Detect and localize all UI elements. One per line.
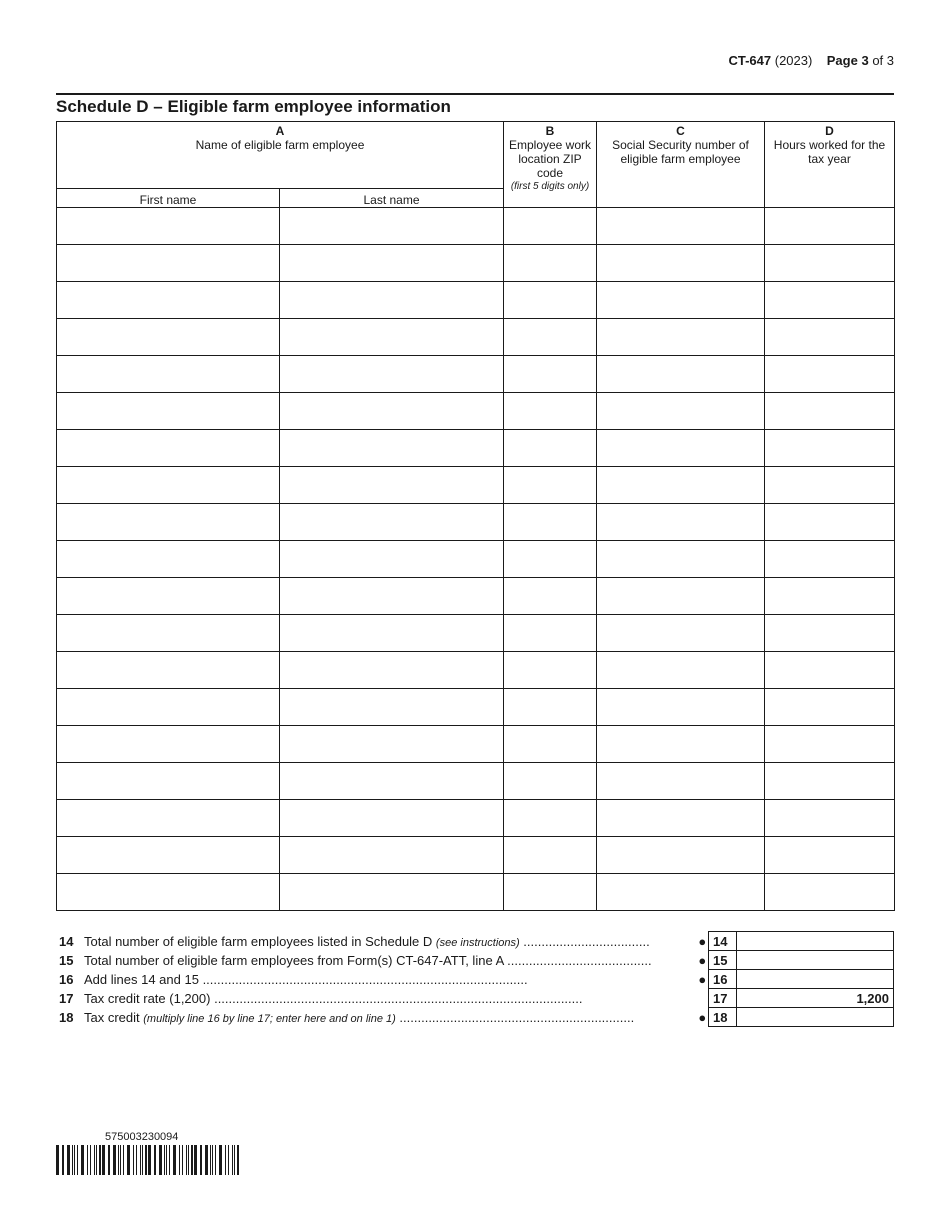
- zip-code-input[interactable]: [504, 652, 597, 689]
- table-row: [57, 504, 895, 541]
- line-amount-field[interactable]: 1,200: [737, 989, 894, 1008]
- col-b-title: Employee work location ZIP code: [508, 138, 592, 180]
- dot-leader: ..........................................................................................: [202, 971, 528, 987]
- table-row: [57, 356, 895, 393]
- first-name-input[interactable]: [57, 541, 280, 578]
- first-name-input[interactable]: [57, 208, 280, 245]
- last-name-input[interactable]: [280, 837, 504, 874]
- form-number: CT-647: [728, 53, 772, 68]
- last-name-input[interactable]: [280, 800, 504, 837]
- employee-table: [56, 121, 895, 911]
- first-name-input[interactable]: [57, 763, 280, 800]
- ssn-input[interactable]: [597, 763, 765, 800]
- line-description: [84, 1008, 697, 1027]
- employee-rows: [57, 208, 895, 911]
- hours-worked-input[interactable]: [765, 282, 895, 319]
- hours-worked-input[interactable]: [765, 726, 895, 763]
- zip-code-input[interactable]: [504, 874, 597, 911]
- col-d-letter: D: [825, 124, 834, 138]
- barcode-bar: [237, 1145, 239, 1175]
- first-name-input[interactable]: [57, 726, 280, 763]
- first-name-input[interactable]: [57, 467, 280, 504]
- table-row: [57, 208, 895, 245]
- barcode-bar: [169, 1145, 170, 1175]
- ssn-input[interactable]: [597, 578, 765, 615]
- barcode-bar: [127, 1145, 130, 1175]
- last-name-input[interactable]: [280, 430, 504, 467]
- barcode-bar: [96, 1145, 97, 1175]
- table-row: [57, 763, 895, 800]
- ssn-input[interactable]: [597, 874, 765, 911]
- barcode-bar: [148, 1145, 151, 1175]
- barcode-bar: [136, 1145, 137, 1175]
- zip-code-input[interactable]: [504, 504, 597, 541]
- barcode-bar: [120, 1145, 121, 1175]
- last-name-input[interactable]: [280, 393, 504, 430]
- table-row: [57, 541, 895, 578]
- barcode-bar: [72, 1145, 73, 1175]
- barcode-bar: [123, 1145, 124, 1175]
- hours-worked-input[interactable]: [765, 541, 895, 578]
- line-box-number: 15: [709, 951, 737, 970]
- ssn-input[interactable]: [597, 208, 765, 245]
- barcode-bar: [210, 1145, 211, 1175]
- bullet-icon: ●: [698, 933, 707, 949]
- last-name-input[interactable]: [280, 356, 504, 393]
- hours-worked-input[interactable]: [765, 800, 895, 837]
- hours-worked-input[interactable]: [765, 319, 895, 356]
- first-name-input[interactable]: [57, 282, 280, 319]
- ssn-input[interactable]: [597, 541, 765, 578]
- barcode-bar: [200, 1145, 202, 1175]
- first-name-input[interactable]: [57, 800, 280, 837]
- line-description: [84, 951, 697, 970]
- ssn-input[interactable]: [597, 282, 765, 319]
- line-text: Tax credit: [84, 1009, 140, 1025]
- barcode-bar: [99, 1145, 101, 1175]
- table-row: [57, 282, 895, 319]
- ssn-input[interactable]: [597, 652, 765, 689]
- dot-leader: .................................................................: [395, 1009, 635, 1025]
- schedule-title: Schedule D – Eligible farm employee information: [56, 97, 451, 116]
- zip-code-input[interactable]: [504, 726, 597, 763]
- zip-code-input[interactable]: [504, 356, 597, 393]
- hours-worked-input[interactable]: [765, 467, 895, 504]
- ssn-input[interactable]: [597, 319, 765, 356]
- zip-code-input[interactable]: [504, 763, 597, 800]
- col-d-title: Hours worked for the tax year: [773, 138, 886, 166]
- ssn-input[interactable]: [597, 430, 765, 467]
- ssn-input[interactable]: [597, 615, 765, 652]
- zip-code-input[interactable]: [504, 319, 597, 356]
- barcode-bar: [67, 1145, 70, 1175]
- ssn-input[interactable]: [597, 245, 765, 282]
- barcode-bar: [140, 1145, 141, 1175]
- barcode-bar: [194, 1145, 197, 1175]
- barcode-bar: [77, 1145, 78, 1175]
- barcode-bar: [159, 1145, 162, 1175]
- line-number: 17: [59, 990, 74, 1006]
- line-number: 15: [59, 952, 74, 968]
- first-name-input[interactable]: [57, 356, 280, 393]
- last-name-input[interactable]: [280, 282, 504, 319]
- table-row: [57, 689, 895, 726]
- line-box-number: 16: [709, 970, 737, 989]
- summary-lines: [56, 931, 894, 1027]
- table-row: [57, 652, 895, 689]
- first-name-input[interactable]: [57, 578, 280, 615]
- barcode-bar: [133, 1145, 134, 1175]
- hours-worked-input[interactable]: [765, 356, 895, 393]
- barcode-bar: [154, 1145, 156, 1175]
- ssn-input[interactable]: [597, 726, 765, 763]
- zip-code-input[interactable]: [504, 800, 597, 837]
- barcode-bar: [219, 1145, 222, 1175]
- col-d-header: [765, 122, 895, 208]
- hours-worked-input[interactable]: [765, 208, 895, 245]
- last-name-input[interactable]: [280, 467, 504, 504]
- barcode-bar: [81, 1145, 84, 1175]
- barcode-bar: [56, 1145, 59, 1175]
- table-row: [57, 430, 895, 467]
- line-description: [84, 932, 697, 951]
- barcode-bar: [87, 1145, 88, 1175]
- zip-code-input[interactable]: [504, 208, 597, 245]
- dot-leader: ........................................: [507, 952, 652, 968]
- barcode-number: 575003230094: [105, 1131, 179, 1143]
- line-box-number: 18: [709, 1008, 737, 1027]
- line-amount-field[interactable]: [737, 1008, 894, 1027]
- last-name-header: Last name: [280, 189, 504, 208]
- zip-code-input[interactable]: [504, 578, 597, 615]
- first-name-input[interactable]: [57, 837, 280, 874]
- barcode-bar: [191, 1145, 193, 1175]
- last-name-input[interactable]: [280, 208, 504, 245]
- ssn-input[interactable]: [597, 800, 765, 837]
- bullet-icon: ●: [698, 952, 707, 968]
- line-amount-field[interactable]: [737, 932, 894, 951]
- zip-code-input[interactable]: [504, 467, 597, 504]
- first-name-input[interactable]: [57, 689, 280, 726]
- barcode-bar: [188, 1145, 189, 1175]
- first-name-input[interactable]: [57, 245, 280, 282]
- last-name-input[interactable]: [280, 245, 504, 282]
- line-note: (multiply line 16 by line 17; enter here and on line 1): [143, 1012, 396, 1025]
- line-number: 14: [59, 933, 74, 949]
- col-b-header: [504, 122, 597, 208]
- barcode-bar: [145, 1145, 147, 1175]
- table-row: [57, 726, 895, 763]
- hours-worked-input[interactable]: [765, 615, 895, 652]
- barcode-image: [56, 1145, 240, 1175]
- last-name-input[interactable]: [280, 726, 504, 763]
- zip-code-input[interactable]: [504, 430, 597, 467]
- hours-worked-input[interactable]: [765, 652, 895, 689]
- line-note: (see instructions): [435, 936, 520, 949]
- hours-worked-input[interactable]: [765, 245, 895, 282]
- barcode-bar: [74, 1145, 75, 1175]
- barcode-bar: [234, 1145, 235, 1175]
- zip-code-input[interactable]: [504, 282, 597, 319]
- first-name-header: First name: [57, 189, 280, 208]
- last-name-input[interactable]: [280, 541, 504, 578]
- line-description: [84, 970, 697, 989]
- page-label: Page 3: [826, 53, 869, 68]
- zip-code-input[interactable]: [504, 393, 597, 430]
- ssn-input[interactable]: [597, 356, 765, 393]
- ssn-input[interactable]: [597, 837, 765, 874]
- table-row: [57, 874, 895, 911]
- line-15: [56, 951, 894, 970]
- col-b-note: (first 5 digits only): [510, 181, 590, 192]
- last-name-input[interactable]: [280, 578, 504, 615]
- first-name-input[interactable]: [57, 504, 280, 541]
- barcode-bar: [90, 1145, 91, 1175]
- last-name-input[interactable]: [280, 689, 504, 726]
- ssn-input[interactable]: [597, 504, 765, 541]
- hours-worked-input[interactable]: [765, 578, 895, 615]
- barcode-bar: [179, 1145, 180, 1175]
- first-name-input[interactable]: [57, 874, 280, 911]
- col-c-title: Social Security number of eligible farm employee: [612, 138, 749, 166]
- page-of: of 3: [872, 53, 894, 68]
- barcode-bar: [108, 1145, 110, 1175]
- col-c-header: [597, 122, 765, 208]
- dot-leader: ......................................................................................................: [214, 990, 583, 1006]
- barcode-bar: [212, 1145, 213, 1175]
- first-name-input[interactable]: [57, 319, 280, 356]
- barcode-bar: [186, 1145, 187, 1175]
- barcode-bar: [166, 1145, 167, 1175]
- form-year: (2023): [774, 53, 813, 68]
- barcode-bar: [118, 1145, 119, 1175]
- zip-code-input[interactable]: [504, 541, 597, 578]
- bullet-icon: [697, 989, 709, 1008]
- table-row: [57, 615, 895, 652]
- line-text: Tax credit rate (1,200): [84, 990, 211, 1006]
- hours-worked-input[interactable]: [765, 689, 895, 726]
- last-name-input[interactable]: [280, 615, 504, 652]
- ssn-input[interactable]: [597, 467, 765, 504]
- bullet-icon: ●: [698, 1009, 707, 1025]
- barcode-bar: [225, 1145, 226, 1175]
- col-b-letter: B: [545, 124, 555, 138]
- barcode-bar: [182, 1145, 183, 1175]
- barcode-bar: [215, 1145, 216, 1175]
- line-number: 18: [59, 1009, 74, 1025]
- last-name-input[interactable]: [280, 319, 504, 356]
- table-row: [57, 319, 895, 356]
- barcode-bar: [173, 1145, 176, 1175]
- col-a-header: [57, 122, 504, 189]
- table-row: [57, 800, 895, 837]
- col-a-letter: A: [275, 124, 285, 138]
- page-header: [728, 53, 894, 68]
- barcode-bar: [94, 1145, 95, 1175]
- line-text: Total number of eligible farm employees from Form(s) CT-647-ATT, line A: [84, 952, 504, 968]
- line-text: Add lines 14 and 15: [84, 971, 199, 987]
- line-16: [56, 970, 894, 989]
- dot-leader: ...................................: [519, 933, 650, 949]
- first-name-input[interactable]: [57, 652, 280, 689]
- line-amount-field[interactable]: [737, 951, 894, 970]
- first-name-input[interactable]: [57, 430, 280, 467]
- line-box-number: 14: [709, 932, 737, 951]
- line-14: [56, 932, 894, 951]
- barcode-bar: [102, 1145, 105, 1175]
- barcode-bar: [228, 1145, 229, 1175]
- last-name-input[interactable]: [280, 652, 504, 689]
- table-row: [57, 393, 895, 430]
- line-description: [84, 989, 697, 1008]
- hours-worked-input[interactable]: [765, 874, 895, 911]
- last-name-input[interactable]: [280, 874, 504, 911]
- zip-code-input[interactable]: [504, 837, 597, 874]
- col-c-letter: C: [676, 124, 685, 138]
- zip-code-input[interactable]: [504, 245, 597, 282]
- line-18: [56, 1008, 894, 1027]
- ssn-input[interactable]: [597, 689, 765, 726]
- barcode-bar: [232, 1145, 233, 1175]
- first-name-input[interactable]: [57, 393, 280, 430]
- zip-code-input[interactable]: [504, 689, 597, 726]
- last-name-input[interactable]: [280, 763, 504, 800]
- barcode-bar: [164, 1145, 165, 1175]
- hours-worked-input[interactable]: [765, 393, 895, 430]
- barcode-bar: [113, 1145, 116, 1175]
- first-name-input[interactable]: [57, 615, 280, 652]
- last-name-input[interactable]: [280, 504, 504, 541]
- table-row: [57, 245, 895, 282]
- line-number: 16: [59, 971, 74, 987]
- zip-code-input[interactable]: [504, 615, 597, 652]
- line-17: [56, 989, 894, 1008]
- ssn-input[interactable]: [597, 393, 765, 430]
- table-row: [57, 837, 895, 874]
- line-text: Total number of eligible farm employees listed in Schedule D: [84, 933, 433, 949]
- hours-worked-input[interactable]: [765, 504, 895, 541]
- hours-worked-input[interactable]: [765, 837, 895, 874]
- table-row: [57, 578, 895, 615]
- barcode-bar: [142, 1145, 143, 1175]
- line-amount-field[interactable]: [737, 970, 894, 989]
- hours-worked-input[interactable]: [765, 763, 895, 800]
- barcode-bar: [205, 1145, 208, 1175]
- top-rule: [56, 93, 894, 95]
- col-a-title: Name of eligible farm employee: [195, 138, 365, 152]
- hours-worked-input[interactable]: [765, 430, 895, 467]
- barcode-bar: [62, 1145, 64, 1175]
- bullet-icon: ●: [698, 971, 707, 987]
- table-row: [57, 467, 895, 504]
- line-box-number: 17: [709, 989, 737, 1008]
